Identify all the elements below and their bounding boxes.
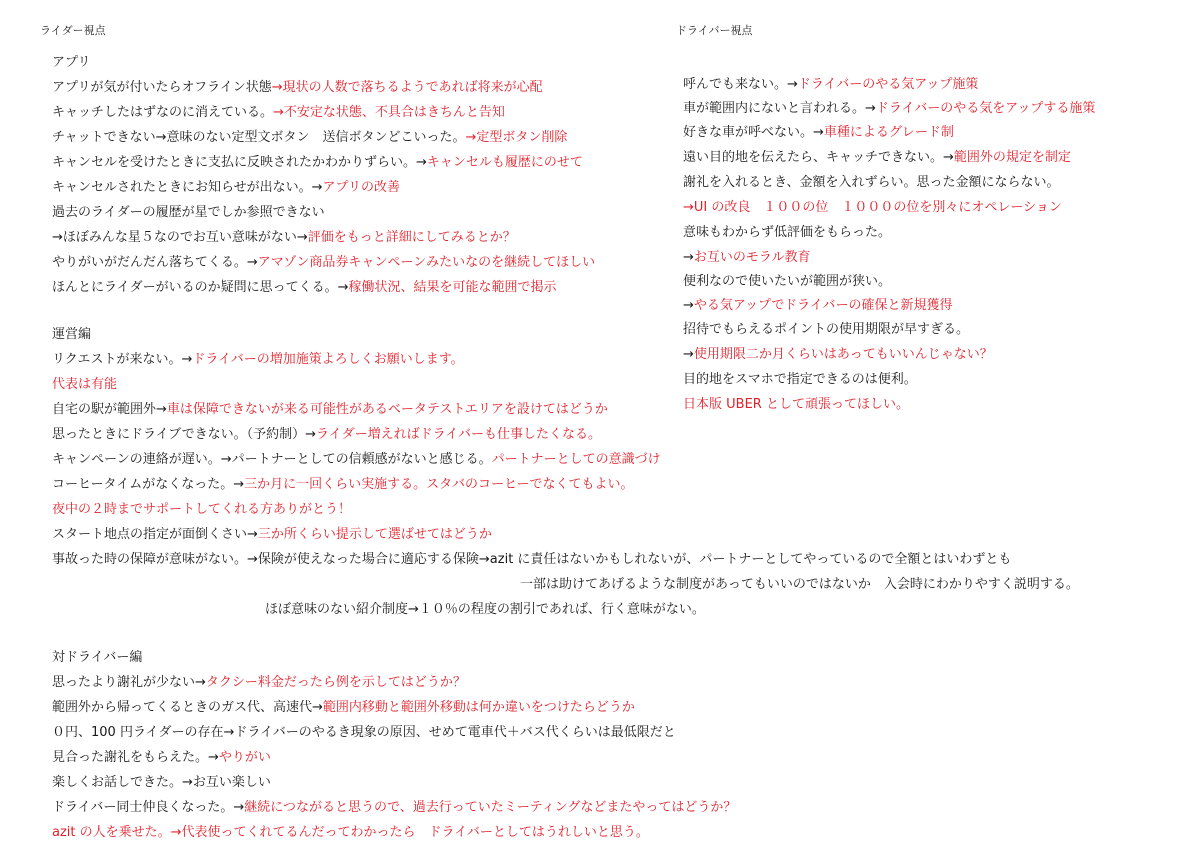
- comment-text: ほんとにライダーがいるのか疑問に思ってくる。→: [52, 280, 349, 295]
- rider-comment-line: [52, 673, 466, 693]
- comment-text: 範囲外から帰ってくるときのガス代、高速代→: [52, 700, 323, 715]
- suggestion-text: →現状の人数で落ちるようであれば将来が心配: [271, 80, 543, 95]
- suggestion-text: キャンセルも履歴にのせて: [426, 155, 583, 170]
- rider-comment-line: [52, 228, 516, 248]
- rider-comment-line: [52, 475, 633, 495]
- suggestion-text: 稼働状況、結果を可能な範囲で掲示: [348, 280, 557, 295]
- comment-text: 目的地をスマホで指定できるのは便利。: [683, 372, 917, 387]
- driver-comment-line: [683, 198, 1062, 218]
- suggestion-text: azit の人を乗せた。→代表使ってくれてるんだってわかったら ドライバーとしてはうれしいと思う。: [52, 825, 649, 840]
- comment-text: 好きな車が呼べない。→: [683, 125, 824, 140]
- suggestion-text: 日本版 UBER として頑張ってほしい。: [683, 397, 909, 412]
- driver-comment-line: [683, 248, 811, 268]
- driver-comment-line: [683, 345, 993, 365]
- comment-text: →ほぼみんな星５なのでお互い意味がない→: [52, 230, 308, 245]
- suggestion-text: 使用期限二か月くらいはあってもいいんじゃない？: [693, 347, 993, 362]
- rider-comment-line: [52, 103, 505, 123]
- rider-comment-line: [52, 253, 595, 273]
- comment-text: キャッチしたはずなのに消えている。: [52, 105, 274, 120]
- suggestion-text: 夜中の２時までサポートしてくれる方ありがとう！: [52, 502, 352, 517]
- comment-text: ほぼ意味のない紹介制度→１０％の程度の割引であれば、行く意味がない。: [265, 602, 705, 617]
- driver-comment-line: [683, 272, 891, 292]
- suggestion-text: 代表は有能: [52, 377, 118, 392]
- rider-comment-line: [52, 153, 583, 173]
- comment-text: 思ったより謝礼が少ない→: [52, 675, 206, 690]
- comment-text: コーヒータイムがなくなった。→: [52, 477, 245, 492]
- suggestion-text: 三か所くらい提示して選ばせてはどうか: [257, 527, 492, 542]
- suggestion-text: 車は保障できないが来る可能性があるベータテストエリアを設けてはどうか: [166, 402, 608, 417]
- rider-comment-line: [52, 773, 271, 793]
- suggestion-text: 車種によるグレード制: [823, 125, 954, 140]
- comment-text: チャットできない→意味のない定型文ボタン 送信ボタンどこいった。: [52, 130, 466, 145]
- comment-text: 便利なので使いたいが範囲が狭い。: [683, 274, 892, 289]
- driver-comment-line: [683, 223, 891, 243]
- driver-comment-line: [683, 395, 909, 415]
- rider-comment-line: [52, 78, 543, 98]
- comment-text: 過去のライダーの履歴が星でしか参照できない: [52, 205, 325, 220]
- suggestion-text: 評価をもっと詳細にしてみるとか？: [307, 230, 516, 245]
- rider-comment-line: [52, 748, 271, 768]
- suggestion-text: やりがい: [218, 750, 271, 765]
- rider-comment-line: [52, 425, 601, 445]
- rider-comment-line: [52, 823, 649, 843]
- rider-comment-line: [52, 203, 325, 223]
- suggestion-text: →不安定な状態、不具合はきちんと告知: [273, 105, 505, 120]
- comment-text: やりがいがだんだん落ちてくる。→: [52, 255, 258, 270]
- comment-text: 見合った謝礼をもらえた。→: [52, 750, 219, 765]
- section-title-driver-relations: 対ドライバー編: [52, 650, 143, 665]
- comment-text: 意味もわからず低評価をもらった。: [683, 225, 892, 240]
- rider-comment-line: [52, 698, 635, 718]
- comment-text: ドライバー同士仲良くなった。→: [52, 800, 245, 815]
- driver-comment-line: [683, 296, 952, 316]
- rider-comment-line: [52, 525, 492, 545]
- driver-comment-line: [683, 370, 917, 390]
- suggestion-text: お互いのモラル教育: [693, 250, 811, 265]
- comment-text: リクエストが来ない。→: [52, 352, 193, 367]
- comment-text: 車が範囲内にないと言われる。→: [683, 101, 876, 116]
- comment-text: 事故った時の保障が意味がない。→保険が使えなった場合に適応する保険→azit に責任はないかもしれないが、パートナーとしてやっているので全額とはいわずとも: [52, 552, 1012, 567]
- suggestion-text: パートナーとしての意識づけ: [491, 452, 661, 467]
- comment-text: キャンペーンの連絡が遅い。→パートナーとしての信頼感がないと感じる。: [52, 452, 492, 467]
- comment-text: 遠い目的地を伝えたら、キャッチできない。→: [683, 150, 954, 165]
- comment-text: →: [683, 250, 694, 265]
- rider-comment-line: [52, 375, 117, 395]
- section-title-app: アプリ: [52, 55, 91, 70]
- suggestion-text: アプリの改善: [322, 180, 400, 195]
- comment-text: ０円、100 円ライダーの存在→ドライバーのやるき現象の原因、せめて電車代＋バス代くらいは最低限だと: [52, 725, 676, 740]
- rider-comment-line: [52, 128, 567, 148]
- suggestion-text: 三か月に一回くらい実施する。スタバのコーヒーでなくてもよい。: [244, 477, 634, 492]
- comment-text: 謝礼を入れるとき、金額を入れずらい。思った金額にならない。: [683, 175, 1060, 190]
- comment-text: →: [683, 298, 694, 313]
- rider-comment-line: [52, 723, 676, 743]
- suggestion-text: ライダー増えればドライバーも仕事したくなる。: [316, 427, 601, 442]
- suggestion-text: 範囲外の規定を制定: [953, 150, 1071, 165]
- comment-text: →: [683, 347, 694, 362]
- suggestion-text: →UI の改良 １００の位 １０００の位を別々にオペレーション: [683, 200, 1062, 215]
- rider-comment-line: [52, 500, 351, 520]
- rider-comment-line: [52, 178, 400, 198]
- comment-text: キャンセルを受けたときに支払に反映されたかわかりずらい。→: [52, 155, 427, 170]
- comment-text: 自宅の駅が範囲外→: [52, 402, 167, 417]
- comment-text: キャンセルされたときにお知らせが出ない。→: [52, 180, 323, 195]
- suggestion-text: アマゾン商品券キャンペーンみたいなのを継続してほしい: [257, 255, 596, 270]
- suggestion-text: ドライバーのやる気アップ施策: [797, 77, 979, 92]
- rider-comment-line: [52, 350, 464, 370]
- comment-text: 思ったときにドライブできない。（予約制）→: [52, 427, 317, 442]
- comment-text: スタート地点の指定が面倒くさい→: [52, 527, 258, 542]
- rider-comment-line: [52, 450, 661, 470]
- comment-text: 招待でもらえるポイントの使用期限が早すぎる。: [683, 322, 970, 337]
- rider-perspective-header: ライダー視点: [40, 24, 106, 37]
- suggestion-text: ドライバーのやる気をアップする施策: [875, 101, 1096, 116]
- rider-comment-line: [265, 600, 705, 620]
- comment-text: アプリが気が付いたらオフライン状態: [52, 80, 272, 95]
- driver-comment-line: [683, 75, 978, 95]
- suggestion-text: →定型ボタン削除: [465, 130, 568, 145]
- suggestion-text: 範囲内移動と範囲外移動は何か違いをつけたらどうか: [322, 700, 635, 715]
- comment-text: 楽しくお話しできた。→お互い楽しい: [52, 775, 271, 790]
- driver-comment-line: [683, 148, 1071, 168]
- driver-perspective-header: ドライバー視点: [676, 24, 753, 37]
- rider-comment-line: [520, 575, 1079, 595]
- driver-comment-line: [683, 123, 954, 143]
- driver-comment-line: [683, 320, 969, 340]
- suggestion-text: やる気アップでドライバーの確保と新規獲得: [693, 298, 953, 313]
- suggestion-text: 継続につながると思うので、過去行っていたミーティングなどまたやってはどうか？: [244, 800, 737, 815]
- rider-comment-line: [52, 278, 557, 298]
- rider-comment-line: [52, 798, 736, 818]
- suggestion-text: ドライバーの増加施策よろしくお願いします。: [192, 352, 464, 367]
- rider-comment-line: [52, 400, 608, 420]
- comment-text: 一部は助けてあげるような制度があってもいいのではないか 入会時にわかりやすく説明する。: [520, 577, 1079, 592]
- driver-comment-line: [683, 99, 1095, 119]
- suggestion-text: タクシー料金だったら例を示してはどうか？: [205, 675, 466, 690]
- comment-text: 呼んでも来ない。→: [683, 77, 798, 92]
- section-title-operations: 運営編: [52, 327, 92, 342]
- rider-comment-line: [52, 550, 1011, 570]
- driver-comment-line: [683, 173, 1059, 193]
